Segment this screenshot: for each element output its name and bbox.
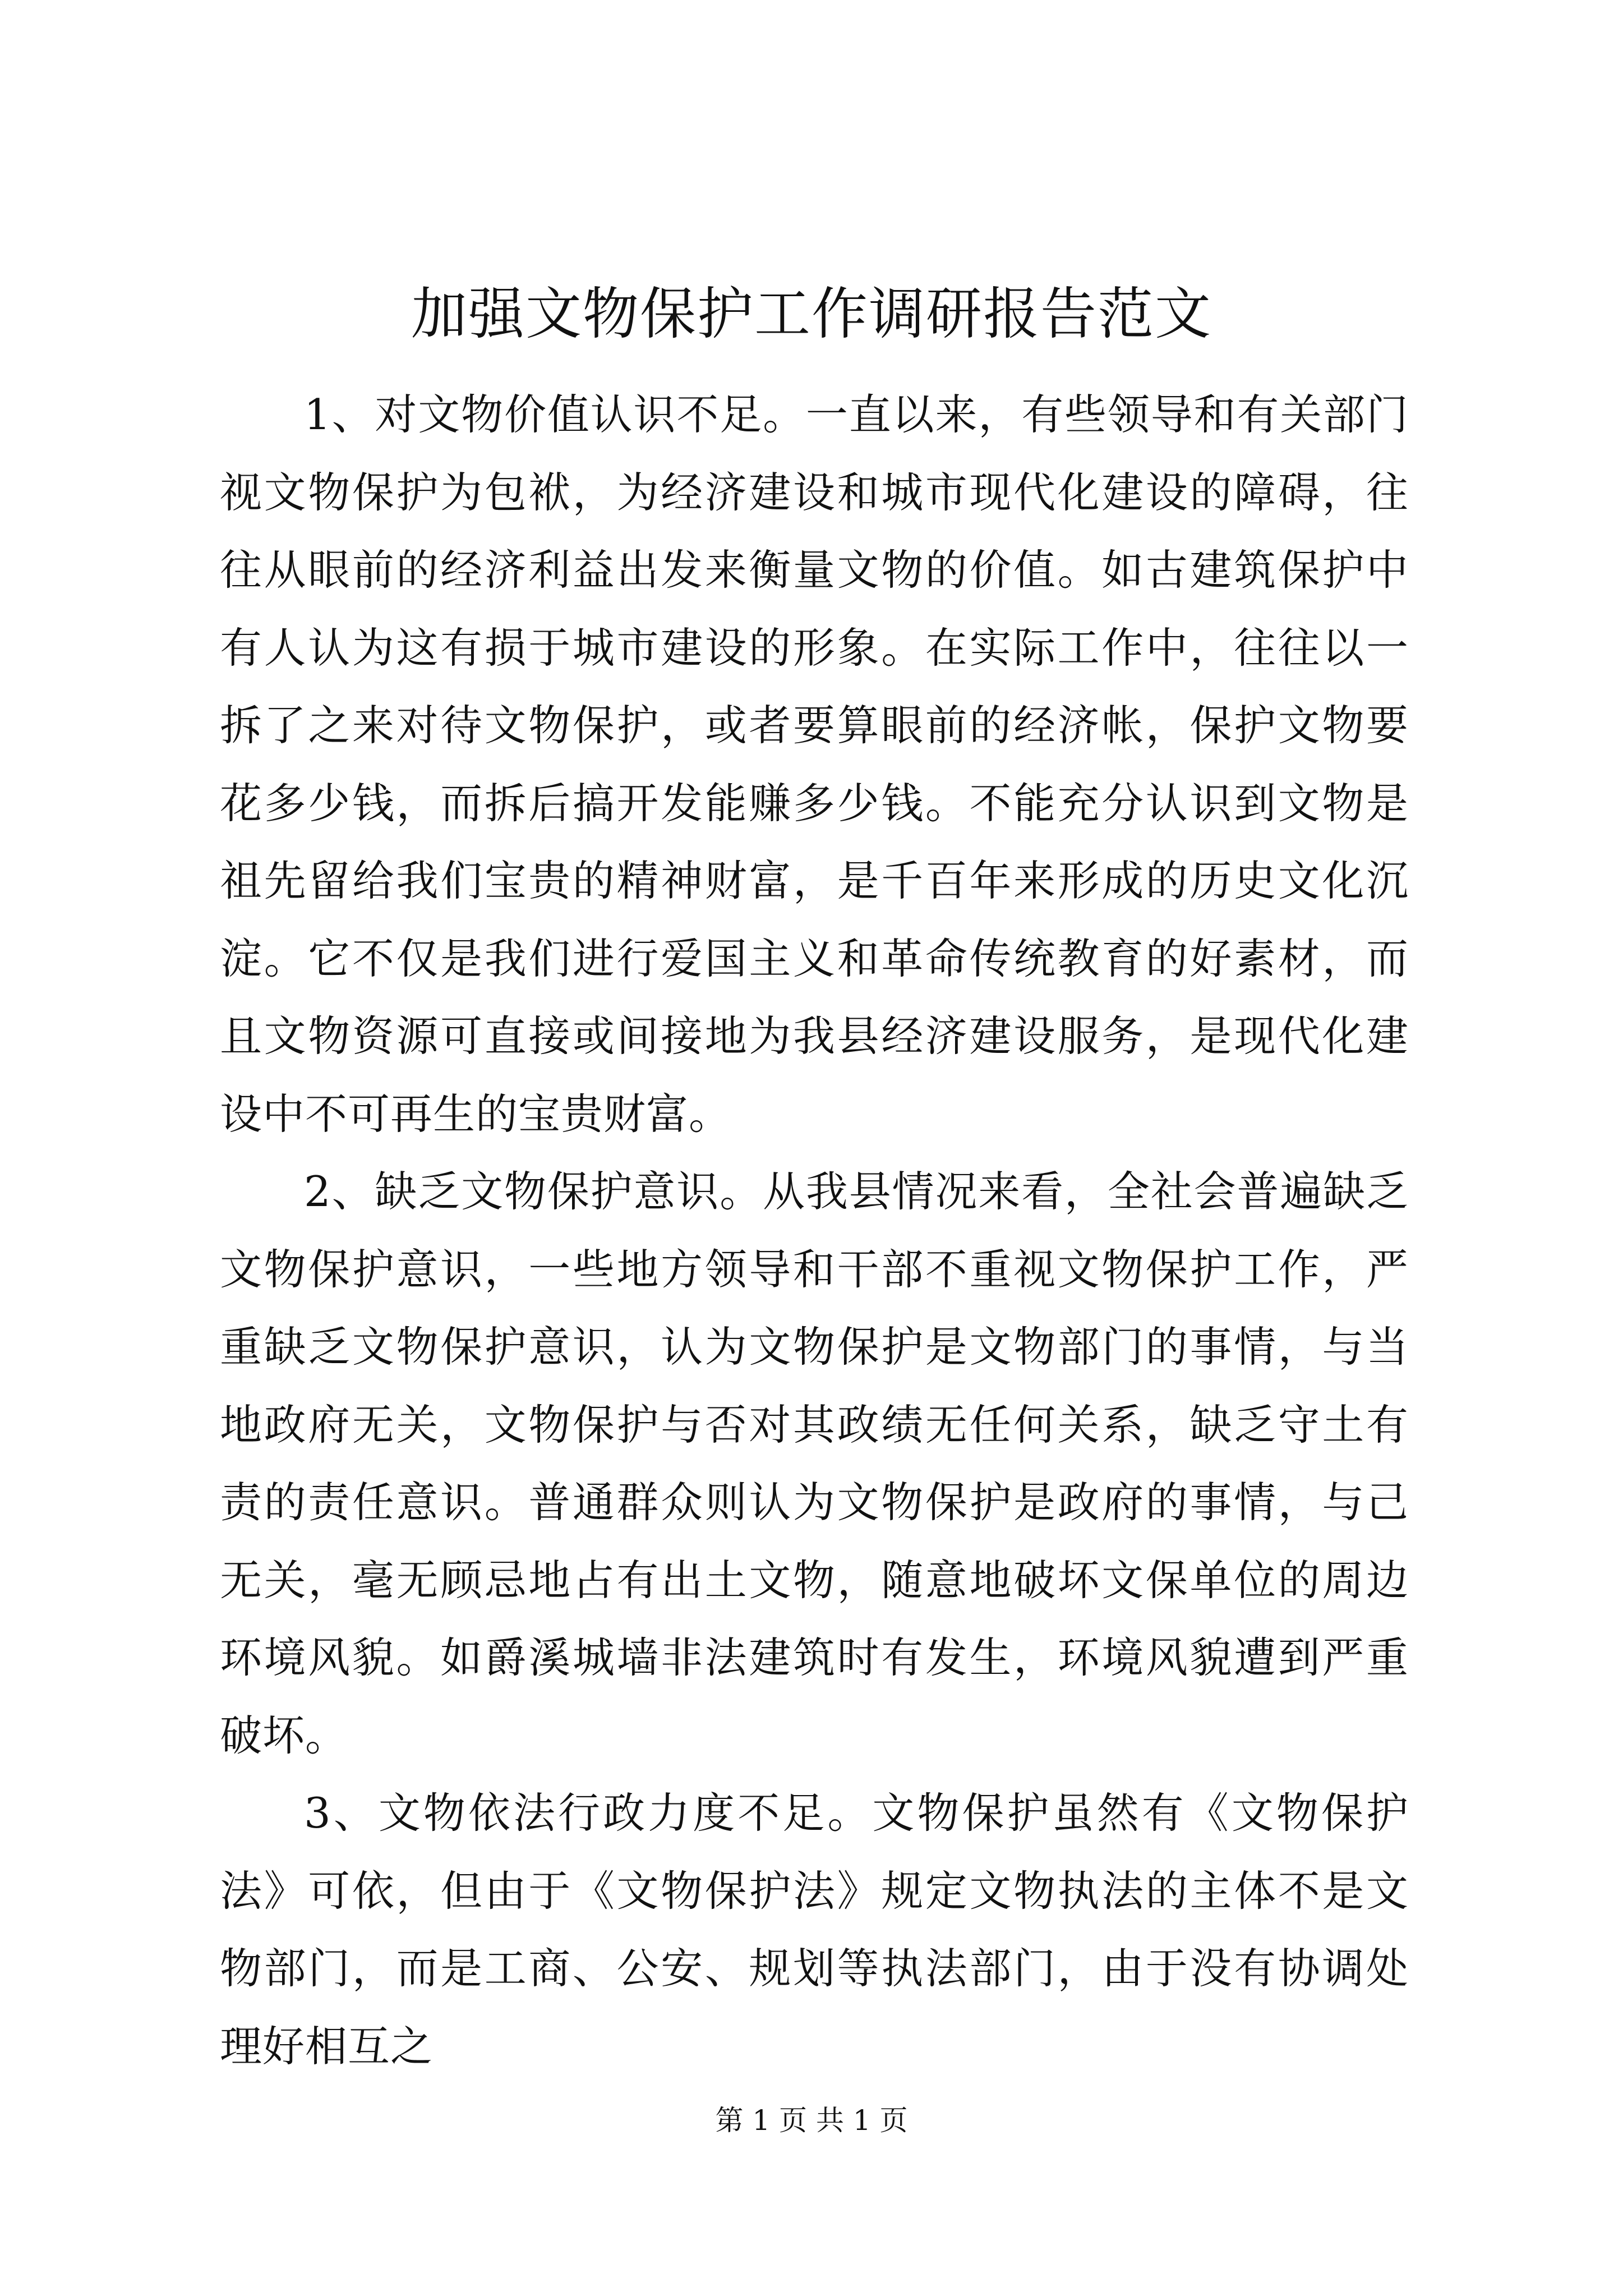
page-number-indicator: 第 1 页 共 1 页 [715, 2104, 908, 2137]
document-body [220, 376, 1409, 2085]
document-title: 加强文物保护工作调研报告范文 [411, 281, 1212, 347]
paragraph-2: 2、缺乏文物保护意识。从我县情况来看，全社会普遍缺乏文物保护意识，一些地方领导和干部不重视文物保护工作，严重缺乏文物保护意识，认为文物保护是文物部门的事情，与当地政府无关，文物保护与否对其政绩无任何关系，缺乏守土有责的责任意识。普通群众则认为文物保护是政府的事情，与己无关，毫无顾忌地占有出土文物，随意地破坏文保单位的周边环境风貌。如爵溪城墙非法建筑时有发生，环境风貌遭到严重破坏。 [220, 1167, 1409, 1760]
page-footer [0, 2101, 1623, 2140]
paragraph-1: 1、对文物价值认识不足。一直以来，有些领导和有关部门视文物保护为包袱，为经济建设和城市现代化建设的障碍，往往从眼前的经济利益出发来衡量文物的价值。如古建筑保护中有人认为这有损于城市建设的形象。在实际工作中，往往以一拆了之来对待文物保护，或者要算眼前的经济帐，保护文物要花多少钱，而拆后搞开发能赚多少钱。不能充分认识到文物是祖先留给我们宝贵的精神财富，是千百年来形成的历史文化沉淀。它不仅是我们进行爱国主义和革命传统教育的好素材，而且文物资源可直接或间接地为我县经济建设服务，是现代化建设中不可再生的宝贵财富。 [220, 390, 1409, 1139]
paragraph-3: 3、文物依法行政力度不足。文物保护虽然有《文物保护法》可依，但由于《文物保护法》规定文物执法的主体不是文物部门，而是工商、公安、规划等执法部门，由于没有协调处理好相互之 [220, 1788, 1409, 2071]
